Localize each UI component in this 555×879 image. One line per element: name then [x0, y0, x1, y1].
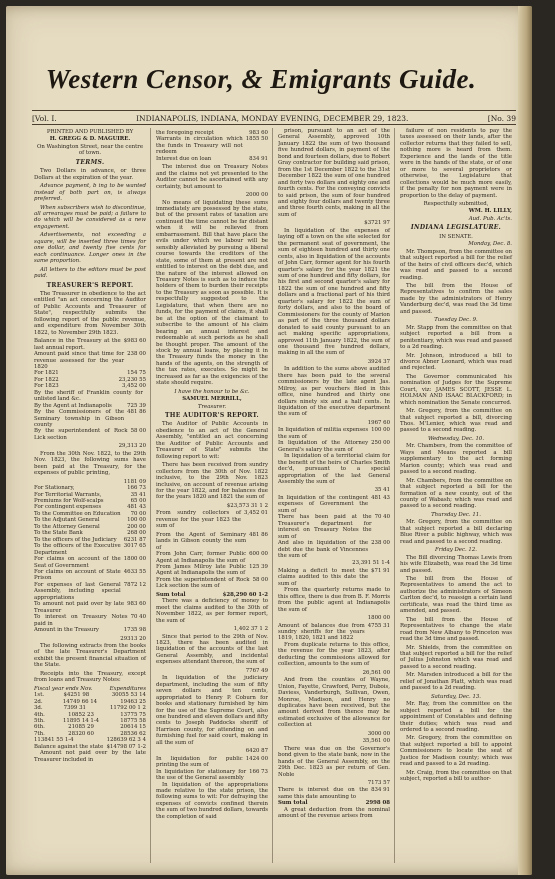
paragraph: In liquidation of the appropriations made relative to the state prison, the following sums to wit: For defraying the expenses of convicts confined therein the sum of two hundred dollars, towards the completion of said — [156, 781, 268, 820]
paragraph: The bill from the House of Representatives to amend the act to authorize the administrators of Simeon Carlton dec'd, to reassign a certain land certificate, was read the third time as amended, and passed. — [400, 576, 512, 615]
paragraph: The bill from the House of Representatives to change the state road from New Albany to Princeton was read the 3d time and passed. — [400, 616, 512, 643]
paragraph: The Bill divorcing Thomas Lewis from his wife Elizabeth, was read the 3d time and passed. — [400, 554, 512, 574]
signature-name: SAMUEL MERRILL, — [182, 396, 242, 403]
terms-paragraph: Advertisements, not exceeding a square, will be inserted three times for one dollar, and twenty five cents for each continuance. Longer ones in the same proportion. — [34, 232, 146, 265]
item-line: For Stationary, 166 73 — [34, 485, 146, 492]
date-heading: Saturday, Dec. 13. — [430, 693, 482, 700]
terms-paragraph: All letters to the editors must be post paid. — [34, 266, 146, 280]
item-line: Amount paid since that time for revenue assessed for the year 1820 238 00 — [34, 351, 146, 370]
item-line: For expenses of last General Assembly, including special appropriations 7872 12 — [34, 581, 146, 601]
column-1 — [34, 128, 151, 863]
terms-paragraph: Two Dollars in advance, or three Dollars at the expiration of the year. — [34, 168, 146, 181]
receipts-note: Receipts into the Treasury, except from loans and Treasury Notes: — [34, 670, 146, 684]
item-line: And also in liquidation of the debt due the bank of Vincennes the sum of 238 00 — [278, 540, 390, 559]
receipts-list — [34, 338, 146, 441]
item-line: To the Attorney General 200 00 — [34, 523, 146, 530]
paragraph: The Governor communicated his nomination of Judges for the Supreme Court, viz: JAMES SCOTT, JESSE L. HOLMAN AND ISAAC BLACKFORD; in which nomination the Senate concurred. — [400, 373, 512, 406]
item-line: There has been paid at the Treasurer's department for interest on Treasury Notes the sum of 70 40 — [278, 514, 390, 540]
masthead-rule-top — [32, 110, 516, 111]
item-line: 1181 09 — [123, 478, 146, 485]
item-line: For claims on account of State Prison 4633 55 — [34, 569, 146, 582]
item-line: To amount not paid over by late Treasurer 983 60 — [34, 601, 146, 614]
item-line: In liquidation of militia expenses the sum of 100 00 — [278, 427, 390, 440]
source-list — [156, 532, 268, 590]
paragraph: No means of liquidating these sums immediately are possessed by the state, but of the present rates of taxation are continued the time cannot be far distant when it will be relieved from embarrassment. Bill that have place the evils under which we labour will be sensibly alleviated by pursuing a liberal course towards the creditors of the state, some of them at present are not entitled to interest on the debt due, and the nature of the interest allowed on Treasury Notes is such as to induce the holders of them to burden their receipts to the Treasury as soon as possible. It is respectfully suggested to the Legislature, that when there are no funds, for the payment of claims, it shall be at the option of the claimant to subscribe to the amount of his claim bearing an annual interest and redeemable at such periods as he shall be thought proper. The amount of the stock by annual loans, by placing it in the Treasury funds the money in the hands of the agents, on the strength of the tax rates, executes. So might be increased as far as the exigencies of the state should require. — [156, 199, 268, 387]
paragraph: In addition to the sums above audited there has been paid to the several commissioners by the late agent Jas. Milroy, as per vouchers filed in this office, nine hundred and thirty one dollars ninety six and a half cents. In liquidation of the executive department the sum of — [278, 366, 390, 418]
item-line: To the Committee on Education 70 00 — [34, 510, 146, 517]
item-line: There is interest due on the same this date amounting to 834 91 — [278, 787, 390, 800]
amount: 6420 87 — [245, 748, 268, 755]
fiscal-table-header: Fiscal year ends Nov. Expenditures — [34, 685, 146, 692]
receipts-total: 29,313 20 — [118, 443, 146, 450]
item-line: In liquidation for stationary for the use of the General assembly 166 73 — [156, 768, 268, 782]
item-line: For 1822 23,230 55 — [34, 376, 146, 383]
item-line: To the officers of the Judiciary 6231 87 — [34, 536, 146, 543]
payments-total: 29313 20 — [120, 635, 146, 642]
paragraph: Since that period to the 29th of Nov. 1823, there has been audited in liquidation of the accounts of the last General Assembly, and incidental expenses attendant thereon, the sum of — [156, 633, 268, 666]
paragraph: There was due on the Governor's bond given to the state bank, now in the hands of the General Assembly, on the 29th Dec. 1823 as per return of Gen. Noble — [278, 745, 390, 778]
item-line: By the sheriff of Franklin county for unlisted land &c. — [34, 389, 143, 403]
signature-title: Aud. Pub. Ac'ts. — [468, 215, 512, 222]
item-line: From the Agent of Seminary lands in Gibson county the sum of 481 86 — [156, 531, 268, 551]
date-heading: Wednesday, Dec. 10. — [427, 435, 485, 442]
item-line: Interest due on loan 834 91 — [156, 155, 268, 162]
amount: 7173 57 — [367, 779, 390, 786]
paragraph: Mr. Gregory, from the committee on that subject reported a bill to appoint Commissioners to locate the seat of Justice for Madison county; which was read and passed to a 2d reading. — [400, 735, 512, 768]
item-line: To the State Bank 268 00 — [34, 530, 146, 537]
item-line: the foregoing receipt 983 60 — [156, 130, 268, 136]
item-line: Amount of balances due from sundry sheriffs for the years 1819, 1820, 1821 and 1822 4755 31 — [278, 622, 390, 642]
payments-list — [34, 479, 146, 634]
paragraph: Mr. Chambers, from the committee of Ways and Means reported a bill supplementary to the act forming Marion county; which was read and passed to a second reading. — [400, 443, 512, 476]
item-line: By the Agent at Indianapolis 725 39 — [34, 402, 146, 409]
item-line: 1st. $4251 98 30055 53 14 — [34, 692, 146, 699]
item-line: From James Milroy late Public Agent at Indianapolis the sum of 125 39 — [156, 564, 268, 577]
report-paragraph: The Treasurer in obedience to the act entitled "an act concerning the Auditor of Public Accounts and Treasurer of State", respectfully submits the following report of the public revenue, and expenditure from November 30th 1822, to November 29th 1823. — [34, 290, 146, 336]
extracts-paragraph: The following extracts from the books of the late Treasurer's Department exhibit the present financial situation of the State. — [34, 642, 146, 669]
paragraph: Mr. Marsden introduced a bill for the relief of Jonathan Platt, which was read and passed to a 2d reading. — [400, 672, 512, 692]
item-line: For 1821 154 75 — [34, 370, 146, 377]
amount: 7767 49 — [245, 667, 268, 674]
item-line: For Territorial Warrants, 35 41 — [34, 491, 146, 498]
amount: 3924 37 — [367, 358, 390, 365]
newspaper-page — [6, 6, 532, 875]
item-line: 7th. 28320 60 28536 62 — [34, 730, 146, 737]
paragraph: failure of non residents to pay the taxes assessed on their lands, after the collector returns that they failed to sell, nothing more is heard from them. Experience and the lands of the title were in the hands of the state, or of one or more to several proprietors or otherwise, the Legislature that collections would be much more easily, if the penalty for non payment were in proportion to the delay of payment. — [400, 128, 512, 199]
paragraph: Mr. Chambers, from the committee on that subject reported a bill for the formation of a new county, out of the county of Wabash; which was read and passed to a second reading. — [400, 477, 512, 510]
column-3 — [278, 128, 395, 863]
paragraph: From the quarterly returns made to this office, there is due from B. F. Morris from the public agent at Indianapolis the sum of — [278, 587, 390, 613]
amount: 35 41 — [374, 487, 390, 494]
sum-total: Sum total 2998 08 — [278, 800, 390, 807]
issue-number: [No. 39 — [487, 114, 516, 123]
item-line: 5th. 11895 14 1-4 18775 58 — [34, 717, 146, 724]
date-heading: Monday, Dec. 8. — [468, 241, 512, 248]
final-paragraph: Amount not paid over by the late Treasurer included in — [34, 750, 146, 763]
paragraph: Mr. Gregory, from the committee on that subject reported a bill declaring Blue River a public highway, which was read and passed to a second reading. — [400, 519, 512, 545]
item-line: Balance in the Treasury at the last annual report. $983 60 — [34, 338, 146, 351]
amount: 26,561 00 — [362, 669, 390, 676]
terms-paragraph: Advance payment, b ing to be wanted instead of both part on, is always preferred. — [34, 183, 146, 203]
amount: 2000 00 — [245, 192, 268, 199]
paragraph: prison, pursuant to an act of the General Assembly, approved 10th January 1822 the sum of two thousand five hundred dollars, in payment of the bond and fourteen dollars, due to Robert Gray contractor for building said prison, from the 1st December 1822 to the 31st December 1822 the sum of one hundred and forty two dollars and eighty one and fourth cents. For the conveying convicts to said prison, the sum of four hundred and eighty four dollars and twenty three and three fourth cents, making in all the sum of — [278, 128, 390, 218]
item-line: In liquidation for public printing the sum of 1424 00 — [156, 755, 268, 769]
paragraph: The Auditor of Public Accounts in obedience to an act of the General Assembly, "entitled an act concerning the Auditor of Public Accounts and Treasurer of State" submits the following report to wit: — [156, 421, 268, 460]
item-line: For contingent expenses 481 43 — [34, 504, 146, 511]
signature-title: Treasurer. — [197, 403, 227, 410]
terms-heading: TERMS. — [75, 158, 105, 166]
amount: 1,402 37 1 2 — [233, 626, 268, 633]
paragraph: Mr. Craig, from the committee on that subject, reported a bill to author- — [400, 769, 512, 783]
paragraph: There has been received from sundry collectors from the 30th of Nov. 1822 inclusive, to the 29th Nov. 1823 inclusive, on account of revenue arising for the year 1822, and for balances due for the years 1820 and 1821 the sum of — [156, 462, 268, 501]
amount: 1800 00 — [367, 615, 390, 622]
date-heading: Friday Dec. 12. — [435, 547, 477, 554]
paragraph: Mr. Gregory, from the committee on that subject reported a bill, divorcing Thos. M'Lenier, which was read and passed to a second reading. — [400, 408, 512, 434]
item-line: By the Commissioners of the Seminary township in Gibson county 481 86 — [34, 409, 146, 429]
paragraph: Mr. Thompson, from the committee on that subject reported a bill for the relief of the heirs of civil officers dec'd, which was read and passed to a second reading. — [400, 248, 512, 281]
item-line: 3d. 7399 31 11792 00 1 2 — [34, 705, 146, 712]
auditor-report-heading: THE AUDITOR'S REPORT. — [165, 412, 259, 420]
dateline — [32, 114, 516, 123]
item-line: By the superintendent of Rock Lick section 58 00 — [34, 428, 146, 441]
publishers: H. GREGG & D. MAGUIRE. — [49, 136, 131, 143]
amount: $3721 97 — [364, 220, 390, 227]
paragraph: Mr. Shields, from the committee on that subject reported a bill for the relief of Julius Johnston which was read and passed to a second reading. — [400, 644, 512, 670]
masthead-rule-bottom — [32, 124, 516, 125]
paragraph: A great deduction from the nominal amount of the revenue arises from — [278, 806, 390, 820]
amount: 3000 00 — [367, 730, 390, 737]
closing-line: Respectfully submitted, — [423, 200, 489, 207]
payments-paragraph: From the 30th Nov. 1822, to the 29th Nov. 1823, the following sums have been paid at the Treasury, for the expenses of public printing, — [34, 450, 146, 477]
subtotal: 35,561 00 — [362, 738, 390, 745]
publisher-line: PRINTED AND PUBLISHED BY — [46, 129, 134, 135]
amount: 1967 60 — [367, 419, 390, 426]
item-line: For claims on account of the Seat of Government 1800 00 — [34, 556, 146, 569]
item-line: To the Adjutant General 100 00 — [34, 517, 146, 524]
item-line: To interest on Treasury Notes paid in 70 40 — [34, 614, 146, 627]
column-4 — [400, 128, 516, 863]
paragraph: The interest due on Treasury Notes and the claims not yet presented to the Auditor cannot be ascertained with any certainty, but amount to — [156, 164, 268, 190]
paragraph: In liquidation of the expenses of laying off a town on the site selected for the permanent seat of government, the sum of eighteen hundred and thirty one cents, also in liquidation of the accounts of John Carr, former agent for his fourth quarter's salary for the year 1821 the sum of one hundred and fifty dollars, for his first and second quarter's salary for 1822 the sum of one hundred and fifty dollars and a fractional part of his third quarter's salary for 1822 the sum of forty dollars, and also to the board of Commissioners for the county of Marion as part of the three thousand dollars donated to said county pursuant to an act making specific appropriations, approved 11th January 1822, the sum of one thousand five hundred dollars, making in all the sum of — [278, 227, 390, 357]
item-line: 6th. 21085 29 20614 15 — [34, 724, 146, 731]
fiscal-table — [34, 692, 146, 737]
subtotal: 23,391 51 1-4 — [352, 560, 390, 567]
item-line: Premiums for Wolf-scalps 65 00 — [34, 498, 146, 505]
paragraph: Mr. Stapp from the committee on that subject reported a bill from a penitentiary, which was read and passed to a 2d reading. — [400, 324, 512, 351]
paragraph: In liquidation of a territorial claim for the benefit of the heirs of Charles Smith dec'd, pursuant to a special appropriation of the last General Assembly the sum of — [278, 453, 390, 486]
paragraph: Mr. Johnson, introduced a bill to divorce Abner Leonard, which was read and rejected. — [400, 352, 512, 372]
date-heading: Tuesday Dec. 9. — [434, 317, 478, 324]
item-line: 4th. 10852 23 13775 75 — [34, 711, 146, 718]
treasurer-report-heading: TREASURER'S REPORT. — [46, 281, 134, 289]
address: On Washington Street, near the centre of town. — [36, 143, 144, 157]
paragraph: From duplicate returns to this office, the revenue for the year 1823, after deducting the commissions allowed for collection, amounts to the sum of — [278, 641, 390, 668]
fiscal-table-total: 113841 55 1-4 128639 62 3 4 — [34, 737, 146, 744]
amount: $23,573 31 1 2 — [226, 502, 268, 509]
item-line: Warrants in circulation which the funds in Treasury will not redeem 1855 50 — [156, 136, 268, 156]
item-line: From the superintendent of Rock Lick section the sum of 58 00 — [156, 576, 268, 590]
item-line: In liquidation of the contingent expenses of Government the sum of 481 43 — [278, 494, 390, 514]
item-line: From John Carr, former Public Agent at Indianapolis the sum of 600 00 — [156, 551, 268, 564]
legislature-heading: INDIANA LEGISLATURE. — [410, 224, 502, 232]
top-items — [156, 130, 268, 162]
date-label: INDIANAPOLIS, INDIANA, MONDAY EVENING, DECEMBER 29, 1823. — [136, 114, 409, 123]
senate-label: IN SENATE. — [439, 233, 473, 240]
item-line: 2d. 14749 66 14 19463 25 — [34, 698, 146, 705]
sum-total: Sum total $28,290 60 1-2 — [156, 591, 268, 598]
item-line: For 1823 3,452 00 — [34, 383, 146, 390]
item-line: Amount in the Treasury 1735 98 — [34, 627, 146, 634]
paragraph: Mr. Ray, from the committee on the subject reported a bill for the appointment of Constables and defining their duties; which was read and ordered to a second reading. — [400, 701, 512, 733]
page-gutter — [518, 6, 532, 875]
date-heading: Thursday Dec. 11. — [431, 511, 481, 518]
item-line: Making a deficit to meet the claims audited to this date the sum of $71 91 — [278, 567, 390, 587]
volume-label: [Vol. I. — [32, 114, 57, 123]
paragraph: The bill from the House of Representatives to confirm the sales made by the administrators of Henry Vanderburg dec'd, was read the 3d time and passed. — [400, 282, 512, 315]
item-line: In liquidation of the Attorney General's salary the sum of 250 00 — [278, 440, 390, 453]
column-2 — [156, 128, 273, 863]
article-columns — [34, 128, 516, 863]
item-line: To the officers of the Executive Department 3017 65 — [34, 543, 146, 556]
paragraph: In liquidation of the judiciary department, including the sum of fifty seven dollars and ten cents, appropriated to Henry P. Coburn for books and stationary furnished by him for the use of the Supreme Court, also one hundred and eleven dollars and fifty cents to Joseph Paddocks sheriff of Harrison county, for attending on and furnishing fuel for said court, making in all the sum of — [156, 675, 268, 746]
closing-line: I have the honour to be &c. — [174, 388, 250, 395]
balance-line: Balance against the state $14798 07 1-2 — [34, 743, 146, 750]
paragraph: And from the counties of Wayne, Union, Fayette, Crawford, Perry, Dubois, Daviess, Vanderburgh, Sullivan, Owen, Monroe, Madison, and Henry no duplicates have been received, but the amount derived from thence may be estimated exclusive of the allowance for collection at — [278, 677, 390, 729]
masthead-title: Western Censor, & Emigrants Guide. — [45, 64, 477, 94]
paragraph: There was a deficiency of money to meet the claims audited to the 30th of November 1822, as per former report, the sum of — [156, 598, 268, 624]
terms-paragraph: When subscribers wish to discontinue, all arrearages must be paid; a failure to do which will be considered as a new engagement. — [34, 204, 146, 230]
signature-name: WM. H. LILLY, — [468, 208, 512, 215]
item-line: From sundry collectors of revenue for the year 1823 the sum of 3,452 01 — [156, 510, 268, 530]
